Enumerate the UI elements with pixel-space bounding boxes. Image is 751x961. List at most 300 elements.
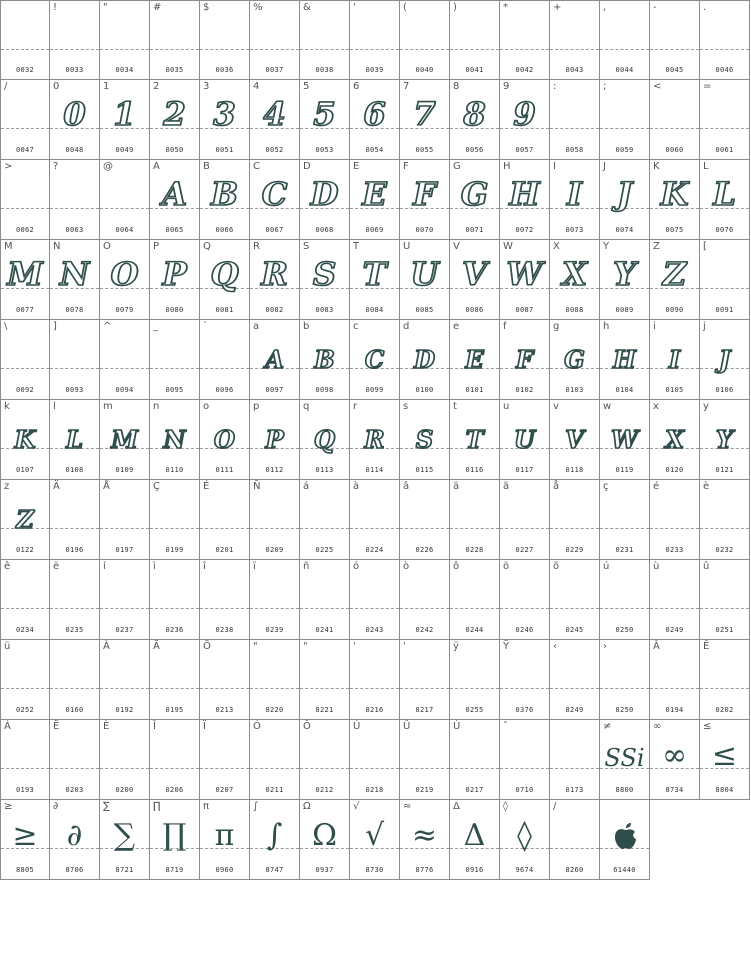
glyph-cell <box>200 80 250 160</box>
apple-logo-icon <box>612 822 638 850</box>
glyph-sample: I <box>567 175 582 213</box>
baseline-divider <box>400 688 449 689</box>
glyph-cell <box>50 720 100 800</box>
glyph-cell-label: L <box>703 161 709 172</box>
glyph-cell <box>650 720 700 800</box>
glyph-code: 0119 <box>615 466 634 474</box>
glyph-cell <box>250 400 300 480</box>
glyph-cell-label: Î <box>153 721 156 732</box>
glyph-code: 0217 <box>465 786 484 794</box>
glyph-sample: I <box>668 345 681 374</box>
glyph-cell <box>400 720 450 800</box>
glyph-cell-label: 6 <box>353 81 360 92</box>
glyph-cell-label: ü <box>4 641 11 652</box>
glyph-cell-label: g <box>553 321 560 332</box>
glyph-cell <box>700 80 750 160</box>
glyph-code: 0244 <box>465 626 484 634</box>
glyph-cell-label: Á <box>4 721 11 732</box>
glyph-sample: K <box>14 425 36 454</box>
glyph-code: 0241 <box>315 626 334 634</box>
glyph-cell <box>100 800 150 880</box>
glyph-sample: K <box>660 175 689 213</box>
glyph-cell <box>500 160 550 240</box>
glyph-code: 0234 <box>15 626 35 634</box>
glyph-cell-label: < <box>653 81 662 92</box>
glyph-cell-label: / <box>553 801 557 812</box>
glyph-cell-label: M <box>4 241 13 252</box>
glyph-cell <box>450 80 500 160</box>
glyph-cell <box>550 400 600 480</box>
glyph-code: 0227 <box>515 546 534 554</box>
glyph-cell <box>300 720 350 800</box>
glyph-code: 0107 <box>15 466 35 474</box>
glyph-sample: N <box>163 425 186 454</box>
baseline-divider <box>400 608 449 609</box>
glyph-code: 0197 <box>115 546 134 554</box>
glyph-code: 0203 <box>65 786 84 794</box>
glyph-cell-label: R <box>253 241 260 252</box>
glyph-code: 8805 <box>15 866 35 874</box>
glyph-code: 0071 <box>465 226 484 234</box>
glyph-cell-label: N <box>53 241 61 252</box>
glyph-sample: ≈ <box>411 818 438 853</box>
glyph-cell-label: ì <box>153 561 156 572</box>
glyph-cell-label: ≤ <box>703 721 712 732</box>
glyph-cell-label: m <box>103 401 113 412</box>
glyph-cell <box>200 400 250 480</box>
baseline-divider <box>300 688 349 689</box>
glyph-code: 0209 <box>265 546 284 554</box>
glyph-sample: 6 <box>363 95 386 133</box>
glyph-cell-label: Ë <box>53 721 60 732</box>
glyph-cell <box>350 240 400 320</box>
glyph-code: 8217 <box>415 706 434 714</box>
glyph-cell-label: " <box>253 641 258 652</box>
glyph-cell-label: À <box>103 641 110 652</box>
baseline-divider <box>200 688 249 689</box>
glyph-cell <box>100 560 150 640</box>
glyph-code: 0077 <box>15 306 35 314</box>
glyph-cell-label: ∞ <box>653 721 662 732</box>
glyph-code: 0225 <box>315 546 334 554</box>
glyph-code: 0066 <box>215 226 234 234</box>
glyph-code: 8216 <box>365 706 384 714</box>
glyph-cell-label: p <box>253 401 260 412</box>
glyph-cell <box>700 640 750 720</box>
glyph-cell-label: ^ <box>103 321 112 332</box>
baseline-divider <box>350 528 399 529</box>
baseline-divider <box>350 688 399 689</box>
glyph-cell-label: 4 <box>253 81 260 92</box>
glyph-cell-label: F <box>403 161 409 172</box>
glyph-cell-label: l <box>53 401 56 412</box>
glyph-cell-label: Z <box>653 241 660 252</box>
glyph-sample: √ <box>364 818 385 853</box>
glyph-sample: Z <box>16 505 34 534</box>
glyph-cell <box>600 480 650 560</box>
glyph-code: 8730 <box>365 866 384 874</box>
glyph-cell-label: X <box>553 241 560 252</box>
glyph-sample: P <box>162 255 187 293</box>
glyph-cell-label: I <box>553 161 556 172</box>
glyph-cell-label: 2 <box>153 81 160 92</box>
glyph-cell-label: ≥ <box>4 801 13 812</box>
glyph-sample: R <box>261 255 288 293</box>
glyph-cell <box>0 560 50 640</box>
glyph-cell-label: H <box>503 161 511 172</box>
glyph-cell-label: ) <box>453 2 457 13</box>
baseline-divider <box>600 688 649 689</box>
glyph-cell-label: A <box>153 161 160 172</box>
glyph-code: 8804 <box>715 786 734 794</box>
glyph-code: 0233 <box>665 546 684 554</box>
glyph-code: 0199 <box>165 546 184 554</box>
glyph-code: 0239 <box>265 626 284 634</box>
glyph-cell-label: Ÿ <box>503 641 510 652</box>
glyph-cell <box>650 640 700 720</box>
glyph-cell-label: i <box>653 321 656 332</box>
glyph-sample: Z <box>662 255 687 293</box>
glyph-cell <box>100 0 150 80</box>
glyph-cell <box>550 320 600 400</box>
glyph-cell <box>500 320 550 400</box>
glyph-cell-label: V <box>453 241 460 252</box>
baseline-divider <box>450 49 499 50</box>
baseline-divider <box>350 768 399 769</box>
glyph-code: 0069 <box>365 226 384 234</box>
glyph-code: 0088 <box>565 306 584 314</box>
glyph-code: 0092 <box>15 386 35 394</box>
glyph-code: 0194 <box>665 706 684 714</box>
glyph-cell <box>650 0 700 80</box>
baseline-divider <box>600 528 649 529</box>
glyph-code: 0106 <box>715 386 734 394</box>
glyph-code: 0040 <box>415 66 434 74</box>
glyph-cell-label: ä <box>453 481 460 492</box>
glyph-cell <box>550 160 600 240</box>
baseline-divider <box>100 528 149 529</box>
glyph-cell-label: K <box>653 161 660 172</box>
glyph-cell <box>600 240 650 320</box>
baseline-divider <box>150 768 199 769</box>
glyph-code: 0091 <box>715 306 734 314</box>
glyph-sample: U <box>410 255 439 293</box>
glyph-cell <box>300 400 350 480</box>
baseline-divider <box>550 608 599 609</box>
glyph-cell <box>450 400 500 480</box>
glyph-cell <box>650 240 700 320</box>
glyph-cell <box>150 560 200 640</box>
baseline-divider <box>450 768 499 769</box>
glyph-cell-label: Δ <box>453 801 460 812</box>
glyph-cell <box>400 400 450 480</box>
glyph-code: 8260 <box>565 866 584 874</box>
glyph-cell-label: 7 <box>403 81 410 92</box>
glyph-cell <box>550 640 600 720</box>
glyph-code: 61440 <box>613 866 636 874</box>
glyph-code: 0047 <box>15 146 35 154</box>
glyph-code: 0103 <box>565 386 584 394</box>
glyph-cell <box>350 320 400 400</box>
glyph-cell-label: Ñ <box>253 481 261 492</box>
glyph-cell <box>200 0 250 80</box>
glyph-code: 0059 <box>615 146 634 154</box>
baseline-divider <box>100 768 149 769</box>
glyph-cell-label: # <box>153 2 162 13</box>
glyph-code: 0105 <box>665 386 684 394</box>
baseline-divider <box>550 49 599 50</box>
glyph-code: 0376 <box>515 706 534 714</box>
glyph-cell-label: î <box>203 561 206 572</box>
glyph-sample: ≤ <box>711 738 738 773</box>
glyph-cell <box>450 0 500 80</box>
glyph-code: 0085 <box>415 306 434 314</box>
glyph-sample: D <box>414 345 435 374</box>
glyph-cell-label: √ <box>353 801 360 812</box>
glyph-cell-label: ó <box>353 561 360 572</box>
glyph-cell-label: : <box>553 81 557 92</box>
glyph-code: 0086 <box>465 306 484 314</box>
glyph-sample: H <box>613 345 636 374</box>
glyph-cell <box>550 240 600 320</box>
glyph-sample: R <box>364 425 385 454</box>
glyph-cell-label: Â <box>653 641 660 652</box>
glyph-cell <box>650 480 700 560</box>
glyph-cell-label: ∫ <box>253 801 259 812</box>
glyph-code: 0114 <box>365 466 384 474</box>
glyph-cell <box>300 80 350 160</box>
glyph-code: 0054 <box>365 146 384 154</box>
glyph-code: 0051 <box>215 146 234 154</box>
glyph-cell-label: ‹ <box>553 641 557 652</box>
glyph-cell <box>150 480 200 560</box>
glyph-cell <box>0 320 50 400</box>
baseline-divider <box>400 49 449 50</box>
glyph-cell-label: U <box>403 241 411 252</box>
glyph-sample: π <box>214 818 235 853</box>
glyph-code: 0048 <box>65 146 84 154</box>
glyph-cell <box>100 80 150 160</box>
glyph-cell-label: T <box>353 241 360 252</box>
glyph-code: 0058 <box>565 146 584 154</box>
glyph-cell-label: Ï <box>203 721 206 732</box>
glyph-cell-label: = <box>703 81 712 92</box>
glyph-code: 0201 <box>215 546 234 554</box>
glyph-cell-label: f <box>503 321 507 332</box>
glyph-cell <box>600 80 650 160</box>
baseline-divider <box>550 768 599 769</box>
glyph-cell-label: ` <box>203 321 208 332</box>
glyph-cell <box>50 400 100 480</box>
baseline-divider <box>500 688 549 689</box>
glyph-cell <box>550 720 600 800</box>
glyph-code: 0082 <box>265 306 284 314</box>
glyph-cell-label: + <box>553 2 562 13</box>
glyph-sample: T <box>465 425 484 454</box>
glyph-cell-label: t <box>453 401 457 412</box>
baseline-divider <box>300 768 349 769</box>
glyph-cell <box>350 400 400 480</box>
glyph-cell-label: w <box>603 401 612 412</box>
glyph-cell <box>650 400 700 480</box>
glyph-cell-label: Ó <box>253 721 261 732</box>
baseline-divider <box>50 608 99 609</box>
glyph-code: 0044 <box>615 66 634 74</box>
baseline-divider <box>450 608 499 609</box>
glyph-sample: ≥ <box>12 818 38 853</box>
glyph-cell <box>200 720 250 800</box>
glyph-cell-label: í <box>103 561 106 572</box>
glyph-cell-label: ' <box>353 641 356 652</box>
glyph-cell <box>0 720 50 800</box>
glyph-cell-label: à <box>353 481 360 492</box>
glyph-sample: Ω <box>312 818 337 853</box>
glyph-cell-label: ô <box>453 561 460 572</box>
glyph-cell <box>100 720 150 800</box>
baseline-divider <box>200 608 249 609</box>
glyph-code: 0034 <box>115 66 134 74</box>
glyph-cell <box>700 560 750 640</box>
glyph-cell-label: Ä <box>53 481 60 492</box>
glyph-code: 0079 <box>115 306 134 314</box>
glyph-code: 0043 <box>565 66 584 74</box>
glyph-sample: ◊ <box>517 818 532 853</box>
glyph-sample: L <box>66 425 83 454</box>
glyph-sample: S <box>312 255 337 293</box>
glyph-code: 0060 <box>665 146 684 154</box>
glyph-cell-label: , <box>603 2 607 13</box>
glyph-code: 0098 <box>315 386 334 394</box>
glyph-cell-label: õ <box>553 561 560 572</box>
glyph-code: 0101 <box>465 386 484 394</box>
glyph-code: 0055 <box>415 146 434 154</box>
glyph-cell <box>300 0 350 80</box>
glyph-cell-label: ù <box>653 561 660 572</box>
glyph-cell <box>350 560 400 640</box>
glyph-code: 0235 <box>65 626 84 634</box>
glyph-code: 0231 <box>615 546 634 554</box>
glyph-cell-label: ∑ <box>103 801 110 812</box>
glyph-cell <box>0 400 50 480</box>
baseline-divider <box>50 368 99 369</box>
glyph-code: 0252 <box>15 706 35 714</box>
glyph-code: 0100 <box>415 386 434 394</box>
glyph-code: 0109 <box>115 466 134 474</box>
glyph-cell <box>200 640 250 720</box>
glyph-cell <box>350 0 400 80</box>
glyph-cell <box>250 0 300 80</box>
glyph-cell <box>200 320 250 400</box>
glyph-cell-label: z <box>4 481 10 492</box>
glyph-cell-label: @ <box>103 161 113 172</box>
baseline-divider <box>1 368 49 369</box>
glyph-code: 8719 <box>165 866 184 874</box>
glyph-cell <box>700 160 750 240</box>
glyph-cell <box>450 160 500 240</box>
glyph-code: 0035 <box>165 66 184 74</box>
glyph-code: 0224 <box>365 546 384 554</box>
glyph-cell-label: å <box>553 481 560 492</box>
glyph-cell-label: . <box>703 2 707 13</box>
baseline-divider <box>700 608 749 609</box>
baseline-divider <box>450 688 499 689</box>
glyph-sample: D <box>310 175 339 213</box>
glyph-sample: 9 <box>513 95 536 133</box>
glyph-cell <box>400 0 450 80</box>
baseline-divider <box>150 49 199 50</box>
glyph-cell-label: S <box>303 241 310 252</box>
glyph-code: 0038 <box>315 66 334 74</box>
glyph-code: 0173 <box>565 786 584 794</box>
glyph-cell-label: q <box>303 401 310 412</box>
glyph-sample: C <box>364 345 385 374</box>
glyph-cell <box>450 320 500 400</box>
glyph-cell-label: ' <box>353 2 356 13</box>
glyph-sample: E <box>465 345 484 374</box>
glyph-cell-label: > <box>4 161 13 172</box>
baseline-divider <box>1 768 49 769</box>
glyph-code: 0052 <box>265 146 284 154</box>
glyph-sample: X <box>665 425 684 454</box>
glyph-sample: V <box>565 425 584 454</box>
baseline-divider <box>300 608 349 609</box>
baseline-divider <box>1 608 49 609</box>
glyph-cell-label: a <box>253 321 260 332</box>
glyph-code: 8221 <box>315 706 334 714</box>
glyph-cell <box>300 800 350 880</box>
glyph-cell-label: J <box>603 161 606 172</box>
baseline-divider <box>150 368 199 369</box>
glyph-sample: X <box>562 255 587 293</box>
glyph-cell <box>100 320 150 400</box>
glyph-code: 8249 <box>565 706 584 714</box>
glyph-cell-label: ë <box>53 561 60 572</box>
glyph-code: 0093 <box>65 386 84 394</box>
glyph-cell <box>50 480 100 560</box>
baseline-divider <box>350 49 399 50</box>
glyph-code: 0251 <box>715 626 734 634</box>
glyph-code: 0255 <box>465 706 484 714</box>
baseline-divider <box>700 128 749 129</box>
glyph-cell <box>200 800 250 880</box>
glyph-cell-label: e <box>453 321 460 332</box>
baseline-divider <box>50 49 99 50</box>
glyph-cell <box>600 800 650 880</box>
glyph-sample: 7 <box>413 95 436 133</box>
glyph-sample: Q <box>314 425 335 454</box>
glyph-cell-label: é <box>653 481 660 492</box>
glyph-cell-label: Y <box>603 241 610 252</box>
glyph-cell <box>400 640 450 720</box>
glyph-code: 0229 <box>565 546 584 554</box>
glyph-sample: U <box>514 425 535 454</box>
glyph-code: 0243 <box>365 626 384 634</box>
glyph-cell <box>500 400 550 480</box>
glyph-cell <box>50 0 100 80</box>
baseline-divider <box>300 49 349 50</box>
glyph-code: 0122 <box>15 546 35 554</box>
glyph-cell <box>500 720 550 800</box>
glyph-sample: V <box>462 255 487 293</box>
glyph-cell-label: Å <box>103 481 110 492</box>
glyph-code: 0200 <box>115 786 134 794</box>
glyph-code: 0937 <box>315 866 334 874</box>
glyph-cell-label: 8 <box>453 81 460 92</box>
glyph-code: 0037 <box>265 66 284 74</box>
glyph-code: 0108 <box>65 466 84 474</box>
glyph-code: 0087 <box>515 306 534 314</box>
glyph-sample: C <box>261 175 288 213</box>
